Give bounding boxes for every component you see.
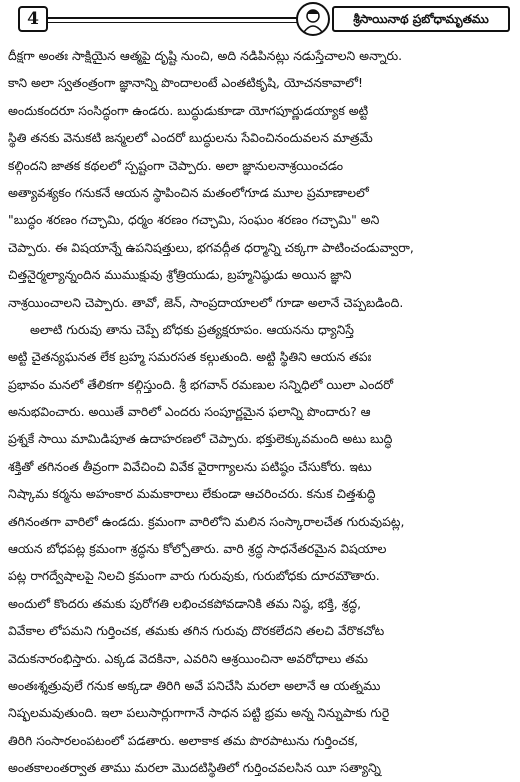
text-line: చిత్తనైర్మల్యాన్నందిన ముముక్షువు శ్రోత్రియుడు, బ్రహ్మనిష్ఠుడు అయిన జ్ఞాని (8, 267, 352, 283)
text-line: నాశ్రయించాలని చెప్పారు. తావో, జెన్, సాంప్రదాయాలలో గూడా అలానే చెప్పబడింది. (8, 294, 404, 310)
text-line: వెదుకనారంభిస్తారు. ఎక్కడ వెదకినా, ఎవరిని ఆశ్రయించినా అవరోధాలు తమ (8, 650, 368, 666)
text-line: "బుద్ధం శరణం గచ్ఛామి, ధర్మం శరణం గచ్ఛామి, సంఘం శరణం గచ్ఛామి" అని (8, 212, 380, 228)
text-line: వివేకాల లోపమని గుర్తించక, తమకు తగిన గురువు దొరకలేదని తలచి వేరొకచోట (8, 623, 385, 639)
text-line: ప్రభావం మనలో తేలికగా కల్గిస్తుంది. శ్రీ భగవాన్ రమణుల సన్నిధిలో యిలా ఎందరో (8, 376, 394, 392)
text-line: అంతఃశ్శత్రువులే గనుక అక్కడా తిరిగి అవే పనిచేసి మరలా అలానే ఆ యత్నము (8, 677, 381, 693)
page-header (0, 0, 520, 40)
header-rule-thin (48, 22, 298, 23)
book-title: శ్రీసాయినాథ ప్రబోధామృతము (332, 6, 510, 32)
page-number: 4 (18, 6, 48, 32)
header-rule (48, 17, 298, 19)
text-line: అట్టి చైతన్యఘనత లేక బ్రహ్మ సమరసత కల్గుతుంది. అట్టి స్థితిని ఆయన తపః (8, 349, 372, 365)
sai-baba-portrait-icon (296, 2, 330, 36)
text-line: అత్యావశ్యకం గనుకనే ఆయన స్థాపించిన మతంలోగూడ మూల ప్రమాణాలలో (8, 184, 369, 200)
text-line: కల్గిందని జాతక కథలలో స్పష్టంగా చెప్పారు. అలా జ్ఞానులనాశ్రయించడం (8, 157, 344, 173)
text-line: అంతకాలంతర్వాత తాము మరలా మొదటిస్థితిలో గుర్తించవలసిన యీ సత్యాన్ని (8, 760, 381, 776)
text-line: ప్రశ్నకే సాయి మామిడిపూత ఉదాహరణలో చెప్పారు. భక్తులెక్కువమంది అటు బుద్ధి (8, 431, 393, 447)
text-line: చెప్పారు. ఈ విషయాన్నే ఉపనిషత్తులు, భగవద్గీత ధర్మాన్ని చక్కగా పాటించండువ్వారా, (8, 239, 414, 255)
text-line: అనుభవించారు. అయితే వారిలో ఎందరు సంపూర్ణమైన ఫలాన్ని పొందారు? ఆ (8, 404, 371, 420)
text-line: ఆయన బోధపట్ల క్రమంగా శ్రద్ధను కోల్పోతారు. వారి శ్రద్ధ సాధనేతరమైన విషయాల (8, 541, 387, 557)
text-line: తిరిగి సంసారలంపటంలో పడతారు. అలాకాక తమ పొరపాటును గుర్తించక, (8, 732, 359, 748)
text-line: అలాటి గురువు తాను చెప్పే బోధకు ప్రత్యక్షరూపం. ఆయనను ధ్యానిస్తే (30, 321, 354, 337)
text-line: కాని అలా స్వతంత్రంగా జ్ఞానాన్ని పొందాలంటే ఎంతటికృషి, యోచనకావాలో! (8, 75, 363, 91)
text-line: తగినంతగా వారిలో ఉండదు. క్రమంగా వారిలోని మలిన సంస్కారాలచేత గురువుపట్ల, (8, 513, 405, 529)
text-line: దీక్షగా అంతః సాక్షియైన ఆత్మపై దృష్టి నుంచి, అది నడిపినట్లు నడుస్తేచాలని అన్నారు. (8, 48, 403, 63)
text-line: అందులో కొందరు తమకు పురోగతి లభించకపోవడానికి తమ నిష్ఠ, భక్తి, శ్రద్ధ, (8, 595, 362, 611)
text-line: నిష్ఫలమవుతుంది. ఇలా పలుసార్లుగాగానే సాధన పట్టి భ్రమ అన్న నిన్నుపాకు గురై (8, 705, 390, 721)
text-line: శక్తితో తగినంత తీవ్రంగా వివేచించి వివేక వైరాగ్యాలను పటిష్ఠం చేసుకోరు. ఇటు (8, 458, 372, 474)
text-line: అందుకందరూ సంసిద్ధంగా ఉండరు. బుద్ధుడుకూడా యోగపూర్ణుడయ్యాక అట్టి (8, 102, 369, 118)
text-line: స్థితి తనకు వెనుకటి జన్మలలో ఎందరో బుద్ధులను సేవించినందువలన మాత్రమే (8, 130, 373, 146)
text-line: నిష్కామ కర్మను అహంకార మమకారాలు లేకుండా ఆచరించరు. కనుక చిత్తశుద్ధి (8, 486, 376, 502)
page-body (8, 42, 512, 782)
text-line: పట్ల రాగద్వేషాలపై నిలచి క్రమంగా వారు గురువుకు, గురుబోధకు దూరమౌతారు. (8, 568, 380, 584)
